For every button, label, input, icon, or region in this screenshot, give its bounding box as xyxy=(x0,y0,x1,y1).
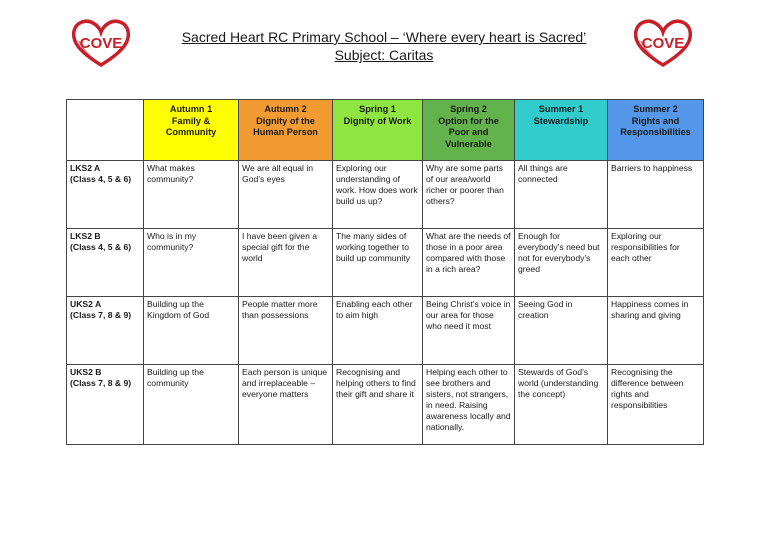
table-cell: Seeing God in creation xyxy=(515,297,608,365)
column-header-spring-1: Spring 1 Dignity of Work xyxy=(333,100,423,161)
page-title: Sacred Heart RC Primary School – ‘Where every heart is Sacred’ xyxy=(181,29,587,45)
table-cell: Happiness comes in sharing and giving xyxy=(608,297,704,365)
table-row xyxy=(67,297,704,365)
table-cell: Who is in my community? xyxy=(144,229,239,297)
school-logo-left xyxy=(70,17,132,69)
corner-cell xyxy=(67,100,144,161)
table-cell: Barriers to happiness xyxy=(608,161,704,229)
table-cell: People matter more than possessions xyxy=(239,297,333,365)
row-label: LKS2 A (Class 4, 5 & 6) xyxy=(67,161,144,229)
row-label: UKS2 A (Class 7, 8 & 9) xyxy=(67,297,144,365)
table-cell: I have been given a special gift for the world xyxy=(239,229,333,297)
table-cell: The many sides of working together to build up community xyxy=(333,229,423,297)
table-cell: Building up the community xyxy=(144,365,239,445)
school-logo-right xyxy=(632,17,694,69)
row-label: LKS2 B (Class 4, 5 & 6) xyxy=(67,229,144,297)
table-cell: Being Christ’s voice in our area for those who need it most xyxy=(423,297,515,365)
logo-text: COVE xyxy=(641,35,685,52)
table-cell: Building up the Kingdom of God xyxy=(144,297,239,365)
logo-text: COVE xyxy=(79,35,123,52)
table-header-row xyxy=(67,100,704,161)
page-header xyxy=(140,28,628,64)
column-header-summer-1: Summer 1 Stewardship xyxy=(515,100,608,161)
table-cell: Exploring our understanding of work. How does work build us up? xyxy=(333,161,423,229)
curriculum-table xyxy=(66,99,704,445)
table-cell: Recognising and helping others to find their gift and share it xyxy=(333,365,423,445)
heart-logo-icon xyxy=(632,17,694,69)
table-cell: Enabling each other to aim high xyxy=(333,297,423,365)
table-row xyxy=(67,365,704,445)
table-cell: Each person is unique and irreplaceable – everyone matters xyxy=(239,365,333,445)
table-cell: What are the needs of those in a poor area compared with those in a rich area? xyxy=(423,229,515,297)
column-header-summer-2: Summer 2 Rights and Responsibilities xyxy=(608,100,704,161)
table-row xyxy=(67,229,704,297)
table-cell: Recognising the difference between rights and responsibilities xyxy=(608,365,704,445)
table-cell: Exploring our responsibilities for each other xyxy=(608,229,704,297)
table-cell: Enough for everybody’s need but not for everybody’s greed xyxy=(515,229,608,297)
column-header-spring-2: Spring 2 Option for the Poor and Vulnerable xyxy=(423,100,515,161)
table-cell: All things are connected xyxy=(515,161,608,229)
heart-logo-icon xyxy=(70,17,132,69)
row-label: UKS2 B (Class 7, 8 & 9) xyxy=(67,365,144,445)
table-cell: Why are some parts of our area/world richer or poorer than others? xyxy=(423,161,515,229)
table-cell: Helping each other to see brothers and sisters, not strangers, in need. Raising awareness locally and nationally. xyxy=(423,365,515,445)
table-row xyxy=(67,161,704,229)
table-cell: What makes community? xyxy=(144,161,239,229)
page-subject: Subject: Caritas xyxy=(334,47,434,63)
table-cell: Stewards of God’s world (understanding the concept) xyxy=(515,365,608,445)
column-header-autumn-2: Autumn 2 Dignity of the Human Person xyxy=(239,100,333,161)
column-header-autumn-1: Autumn 1 Family & Community xyxy=(144,100,239,161)
table-cell: We are all equal in God’s eyes xyxy=(239,161,333,229)
